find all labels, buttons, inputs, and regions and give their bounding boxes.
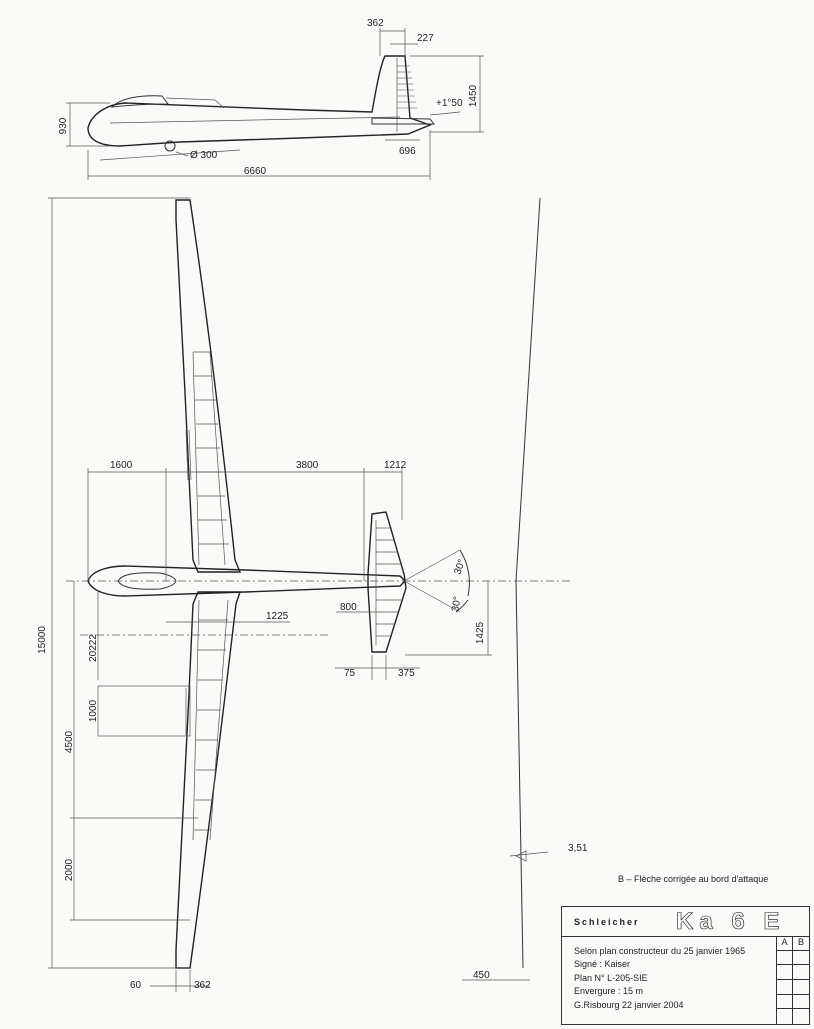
fin-ribs xyxy=(397,58,417,132)
dim-incidence: +1°50 xyxy=(436,98,463,109)
dim-fin-top: 362 xyxy=(367,18,384,29)
dim-tip-b: 375 xyxy=(398,668,415,679)
dim-fuselage-height: 930 xyxy=(58,117,69,135)
title-block-header xyxy=(562,907,809,937)
dim-inboard: 4500 xyxy=(64,730,75,754)
wing-upper xyxy=(176,200,240,572)
fuselage-side xyxy=(88,56,430,146)
dim-fuselage-length: 6660 xyxy=(243,166,267,177)
angle-up: 30° xyxy=(452,558,468,577)
dim-wing-to-tail: 3800 xyxy=(296,460,319,471)
title-block-lines xyxy=(574,945,774,1012)
tb-line-author: G.Risbourg 22 janvier 2004 xyxy=(574,999,684,1010)
dim-fin-height: 1450 xyxy=(468,84,479,108)
dim-span: 15000 xyxy=(37,626,48,654)
top-view xyxy=(37,198,570,992)
dim-tail-chord: 1212 xyxy=(384,460,407,471)
dim-20222: 20222 xyxy=(88,634,99,662)
tb-line-source: Selon plan constructeur du 25 janvier 1965 xyxy=(574,946,746,956)
sweep-diagram xyxy=(462,198,588,981)
revision-grid xyxy=(776,937,809,1024)
dim-sweep-base: 450 xyxy=(473,970,490,981)
title-block xyxy=(561,906,810,1025)
dim-tip-left: 60 xyxy=(130,980,142,991)
dim-wheel: Ø 300 xyxy=(190,150,218,161)
tb-line-plan: Plan N° L-205-SIE xyxy=(574,972,648,983)
maker-name: Schleicher xyxy=(574,916,640,927)
dim-sweep: 3,51 xyxy=(568,843,588,854)
elevator-ribs xyxy=(376,520,401,645)
dim-fin-chord: 227 xyxy=(417,33,434,44)
wing-lower xyxy=(176,592,240,968)
dim-tail-root: 696 xyxy=(399,146,416,157)
aileron-ribs-upper xyxy=(186,352,229,565)
dim-tip-a: 75 xyxy=(344,668,356,679)
dim-airbrake: 1000 xyxy=(88,699,99,723)
rev-col-b: B xyxy=(793,937,809,951)
dim-elevator-offset: 800 xyxy=(340,602,357,613)
dim-root-chord: 1225 xyxy=(266,611,289,622)
dim-tip-length: 2000 xyxy=(64,858,75,882)
dim-stab-half-span: 1425 xyxy=(475,621,486,645)
side-view xyxy=(58,18,484,180)
tb-line-span: Envergure : 15 m xyxy=(574,986,644,997)
tb-line-signed: Signé : Kaiser xyxy=(574,959,631,970)
angle-down: 30° xyxy=(450,595,464,613)
dim-nose-to-wing: 1600 xyxy=(110,460,133,471)
canopy xyxy=(112,96,168,107)
dim-tip-right: 362 xyxy=(194,980,211,991)
stabiliser xyxy=(368,512,406,652)
model-name: Ka 6 E xyxy=(676,907,786,935)
rev-col-a: A xyxy=(777,937,793,951)
sweep-note: B – Flèche corrigée au bord d'attaque xyxy=(618,874,769,884)
